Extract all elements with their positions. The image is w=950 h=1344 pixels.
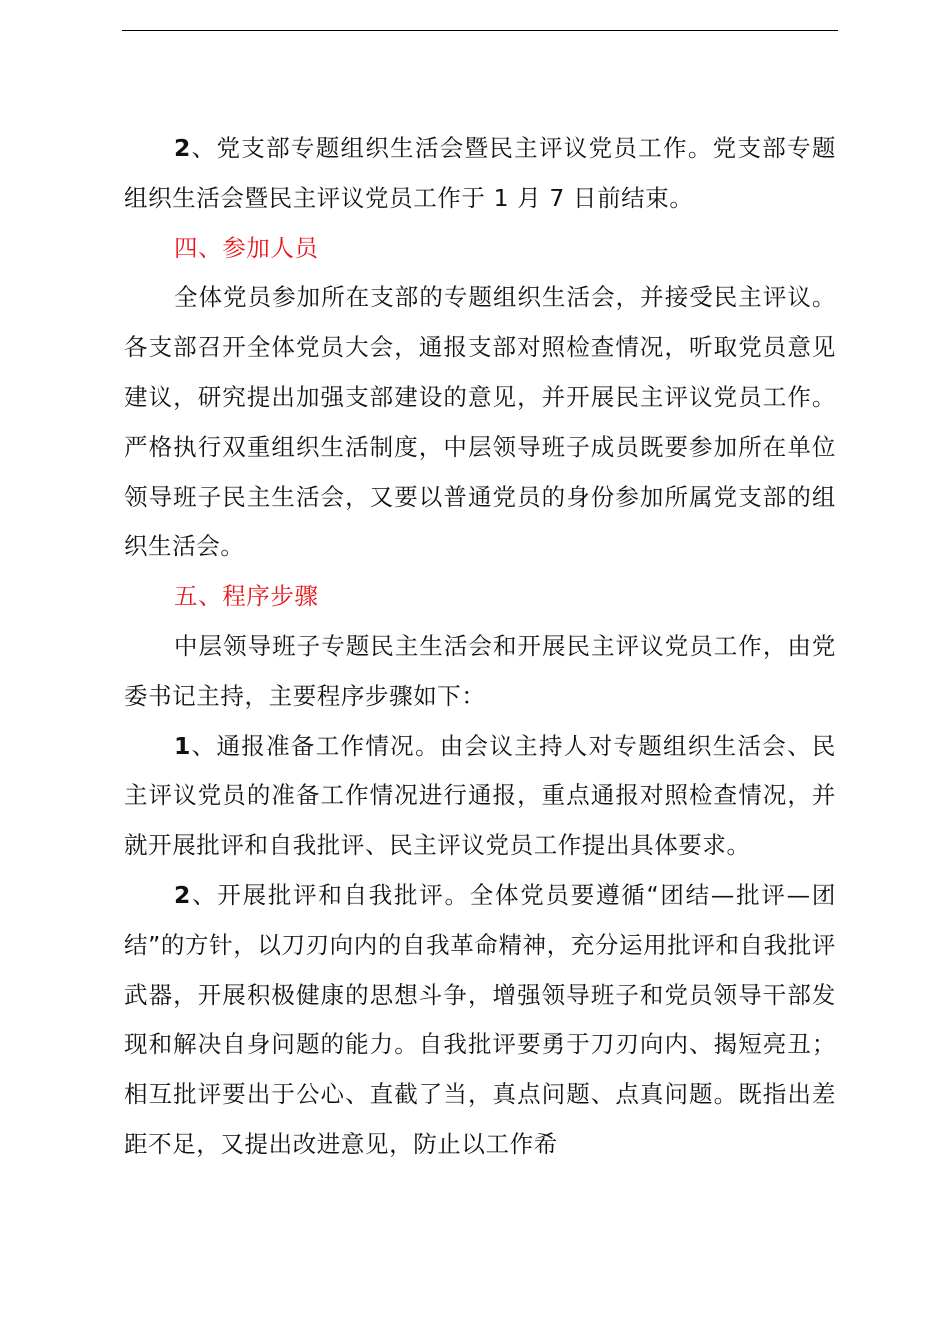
item-number: 1	[174, 731, 191, 760]
section-heading-participants: 四、参加人员	[174, 233, 319, 262]
header-rule	[122, 30, 838, 31]
paragraph-text: 、通报准备工作情况。由会议主持人对专题组织生活会、民主评议党员的准备工作情况进行通报，重点通报对照检查情况，并就开展批评和自我批评、民主评议党员工作提出具体要求。	[124, 731, 836, 860]
paragraph-text: 、开展批评和自我批评。全体党员要遵循“团结—批评—团结”的方针，以刀刃向内的自我革命精神，充分运用批评和自我批评武器，开展积极健康的思想斗争，增强领导班子和党员领导干部发现和解决自身问题的能力。自我批评要勇于刀刃向内、揭短亮丑；相互批评要出于公心、直截了当，真点问题、点真问题。既指出差距不足，又提出改进意见，防止以工作希	[124, 880, 836, 1158]
paragraph-procedure-intro: 中层领导班子专题民主生活会和开展民主评议党员工作，由党委书记主持，主要程序步骤如下：	[124, 631, 836, 710]
document-body	[124, 124, 836, 1170]
paragraph-party-branch-meeting	[124, 124, 836, 224]
item-number: 2	[174, 134, 191, 162]
item-number: 2	[174, 880, 191, 909]
section-heading-procedure: 五、程序步骤	[174, 582, 319, 611]
paragraph-step-1	[124, 722, 836, 871]
paragraph-participants: 全体党员参加所在支部的专题组织生活会，并接受民主评议。各支部召开全体党员大会，通报支部对照检查情况，听取党员意见建议，研究提出加强支部建设的意见，并开展民主评议党员工作。严格执行双重组织生活制度，中层领导班子成员既要参加所在单位领导班子民主生活会，又要以普通党员的身份参加所属党支部的组织生活会。	[124, 283, 836, 561]
paragraph-step-2	[124, 871, 836, 1170]
paragraph-text: 、党支部专题组织生活会暨民主评议党员工作。党支部专题组织生活会暨民主评议党员工作于 1 月 7 日前结束。	[124, 134, 836, 212]
